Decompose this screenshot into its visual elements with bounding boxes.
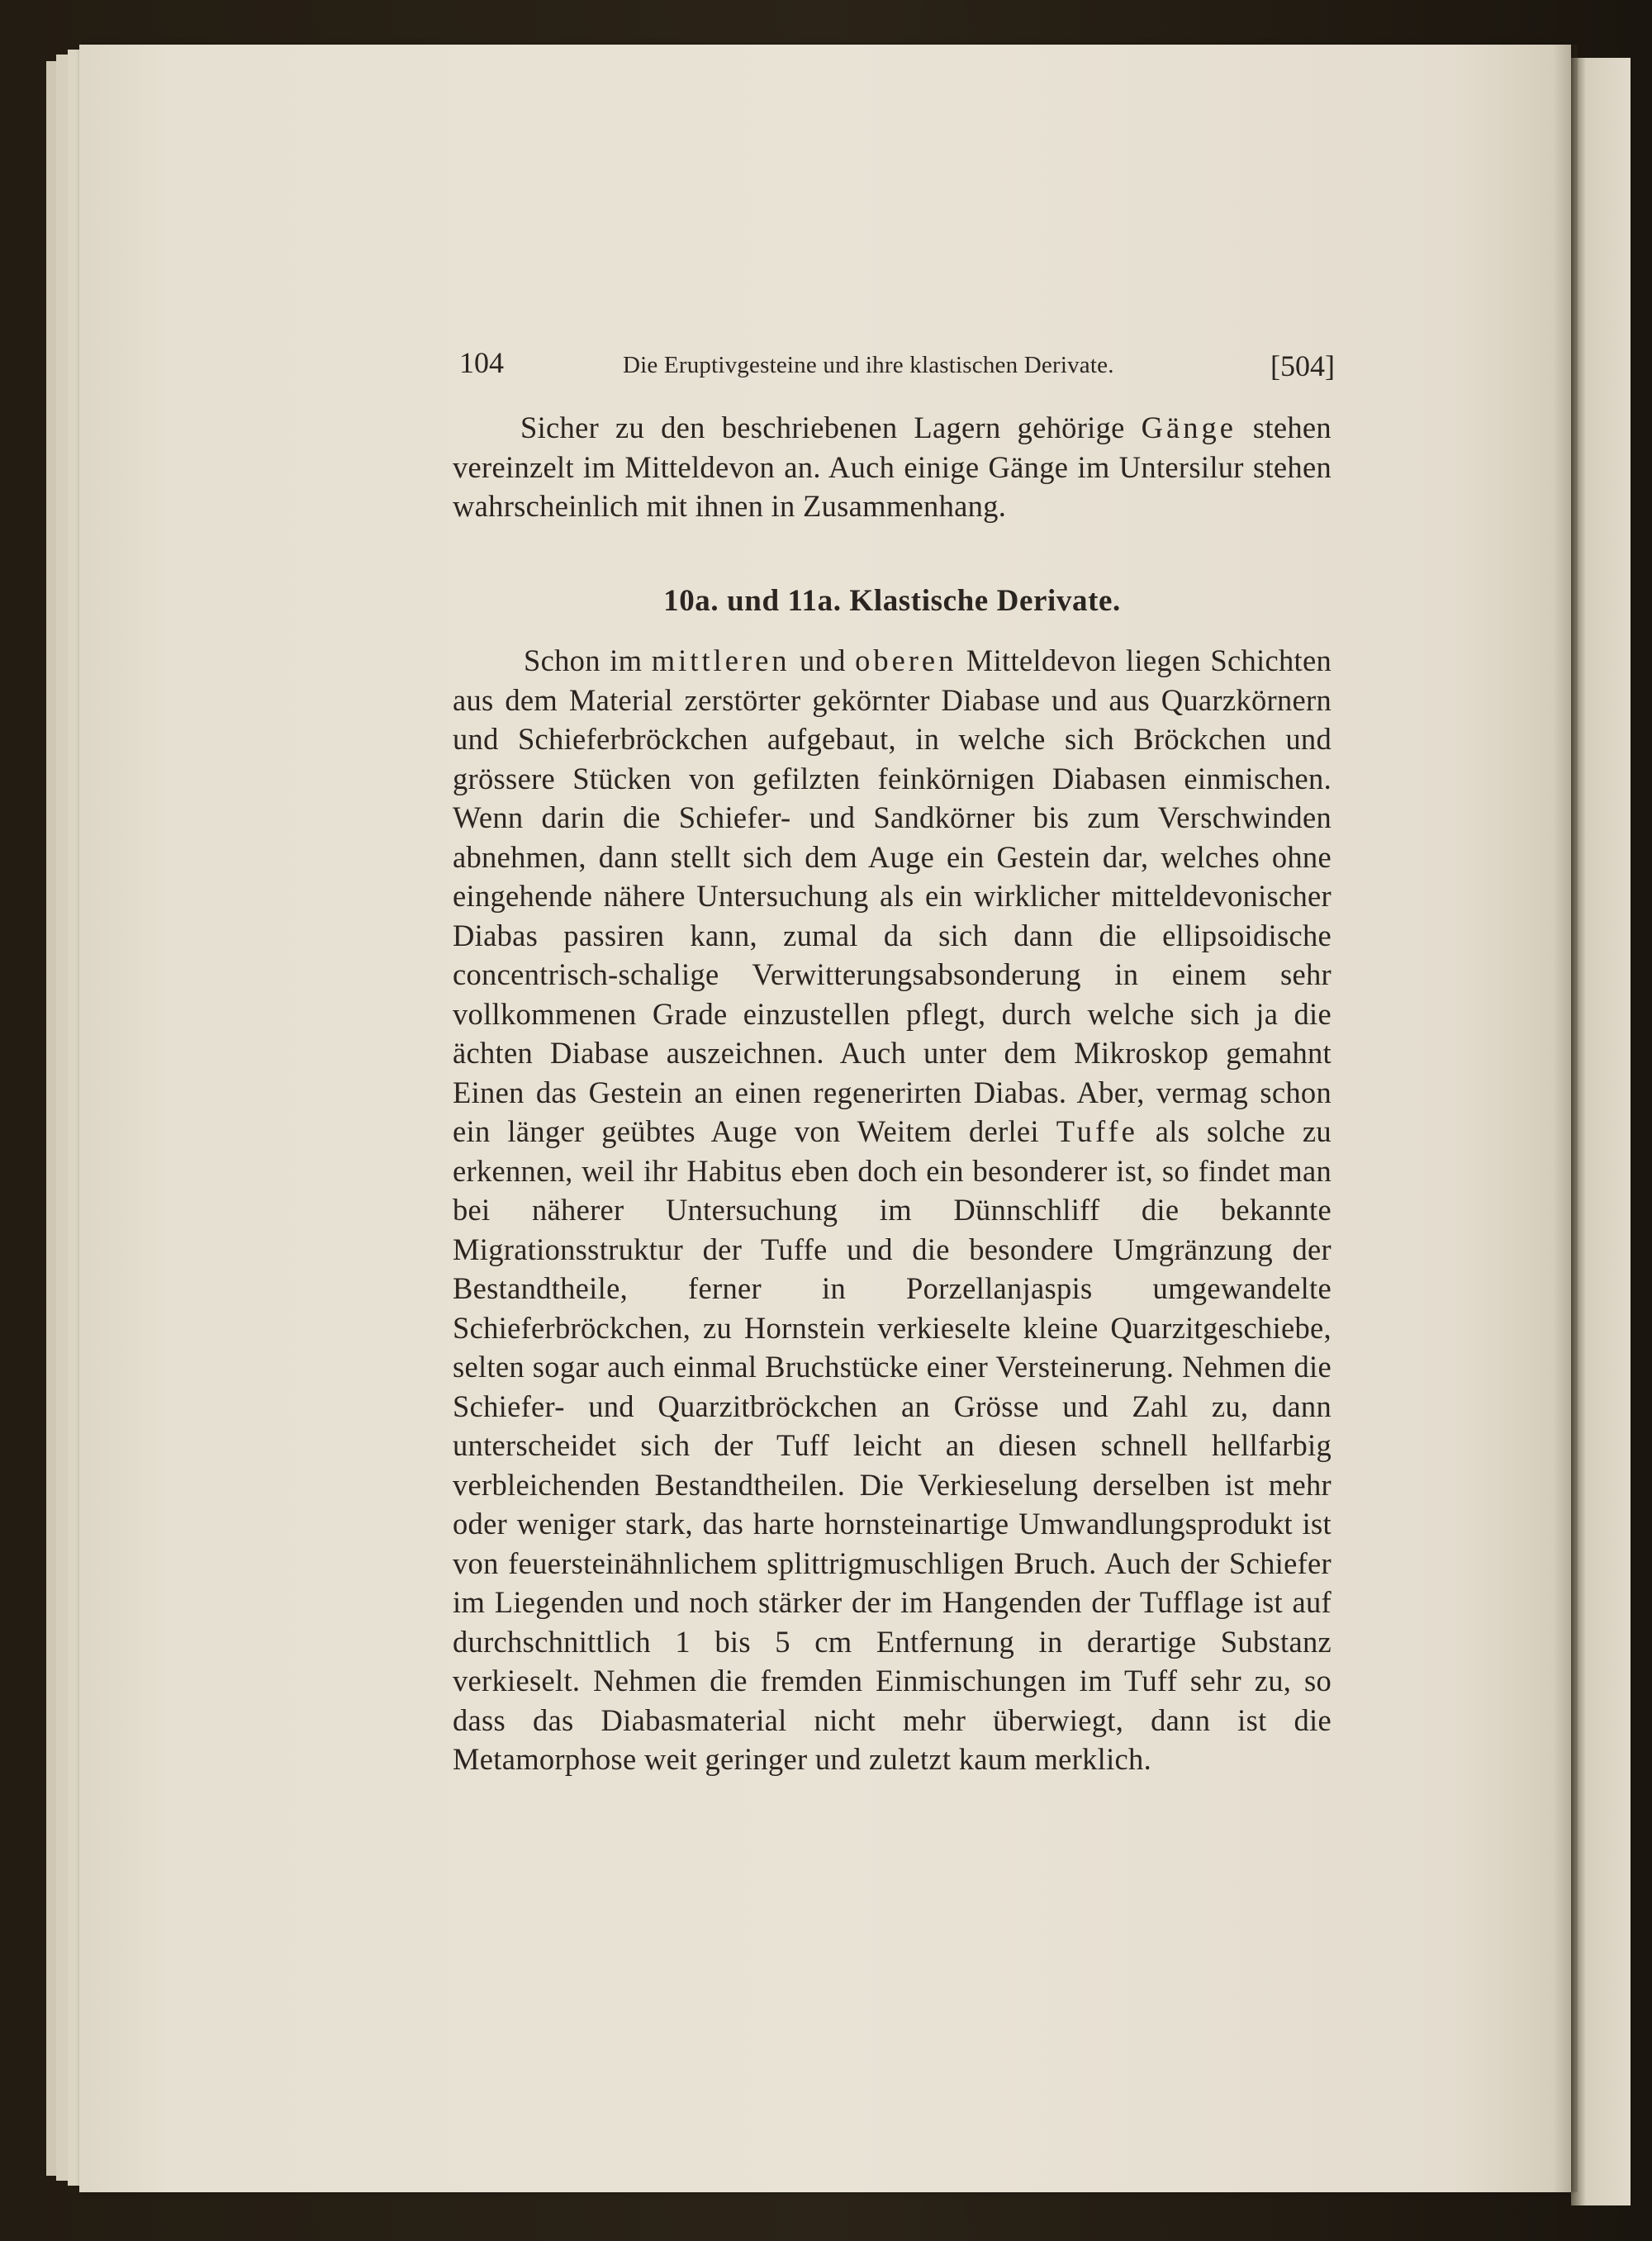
paragraph-intro xyxy=(453,408,1332,526)
section-heading: 10a. und 11a. Klastische Derivate. xyxy=(663,584,1121,618)
spaced-term: Gänge xyxy=(1141,411,1237,444)
paragraph-text: und xyxy=(790,643,856,677)
spine-shadow xyxy=(1553,45,1578,2192)
page-number: 104 xyxy=(459,346,504,379)
page-header xyxy=(459,345,1335,387)
paragraph-text: als solche zu erkennen, weil ihr Habitus eben doch ein besonderer ist, so findet man bei näherer Untersuchung im Dünnschliff die bekannte Migrationsstruktur der Tuffe und die besondere Umgränzung der Bestandtheile, ferner in Porzellanjaspis umgewandelte Schieferbröckchen, zu Hornstein verkieselte kleine Quarzitgeschiebe, selten sogar auch einmal Bruchstücke einer Versteinerung. Nehmen die Schiefer- und Quarzitbröckchen an Grösse und Zahl zu, dann unterscheidet sich der Tuff leicht an diesen schnell hellfarbig verbleichenden Bestandtheilen. Die Verkieselung derselben ist mehr oder weniger stark, das harte hornsteinartige Umwandlungsprodukt ist von feuersteinähnlichem splittrigmuschligen Bruch. Auch der Schiefer im Liegenden und noch stärker der im Hangenden der Tufflage ist auf durchschnittlich 1 bis 5 cm Entfernung in derartige Substanz verkieselt. Nehmen die fremden Einmischungen im Tuff sehr zu, so dass das Diabasmaterial nicht mehr überwiegt, dann ist die Metamorphose weit geringer und zuletzt kaum merklich. xyxy=(453,1114,1332,1776)
spaced-term: mittleren xyxy=(651,643,790,677)
paragraph-text: Mitteldevon liegen Schichten aus dem Material zerstörter gekörnter Diabase und aus Quarzkörnern und Schieferbröckchen aufgebaut, in welche sich Bröckchen und grössere Stücken von gefilzten feinkörnigen Diabasen einmischen. Wenn darin die Schiefer- und Sandkörner bis zum Verschwinden abnehmen, dann stellt sich dem Auge ein Gestein dar, welches ohne eingehende nähere Untersuchung als ein wirklicher mitteldevonischer Diabas passiren kann, zumal da sich dann die ellipsoidische concentrisch-schalige Verwitterungsabsonderung in einem sehr vollkommenen Grade einzustellen pflegt, durch welche sich ja die ächten Diabase auszeichnen. Auch unter dem Mikroskop gemahnt Einen das Gestein an einen regenerirten Diabas. Aber, vermag schon ein länger geübtes Auge von Weitem derlei xyxy=(453,643,1332,1148)
paragraph-text: stehen vereinzelt im Mitteldevon an. Auch einige Gänge im Untersilur stehen wahrscheinlich mit ihnen in Zusammenhang. xyxy=(453,411,1332,523)
facing-page-edge xyxy=(1571,58,1631,2205)
spaced-term: oberen xyxy=(855,643,957,677)
paragraph-text: Sicher zu den beschriebenen Lagern gehörige xyxy=(520,411,1142,444)
running-title: Die Eruptivgesteine und ihre klastischen Derivate. xyxy=(623,352,1114,378)
original-page-number: [504] xyxy=(1270,349,1335,382)
paragraph-text: Schon im xyxy=(524,643,652,677)
spaced-term: Tuffe xyxy=(1056,1114,1138,1148)
paragraph-main xyxy=(453,641,1332,1779)
